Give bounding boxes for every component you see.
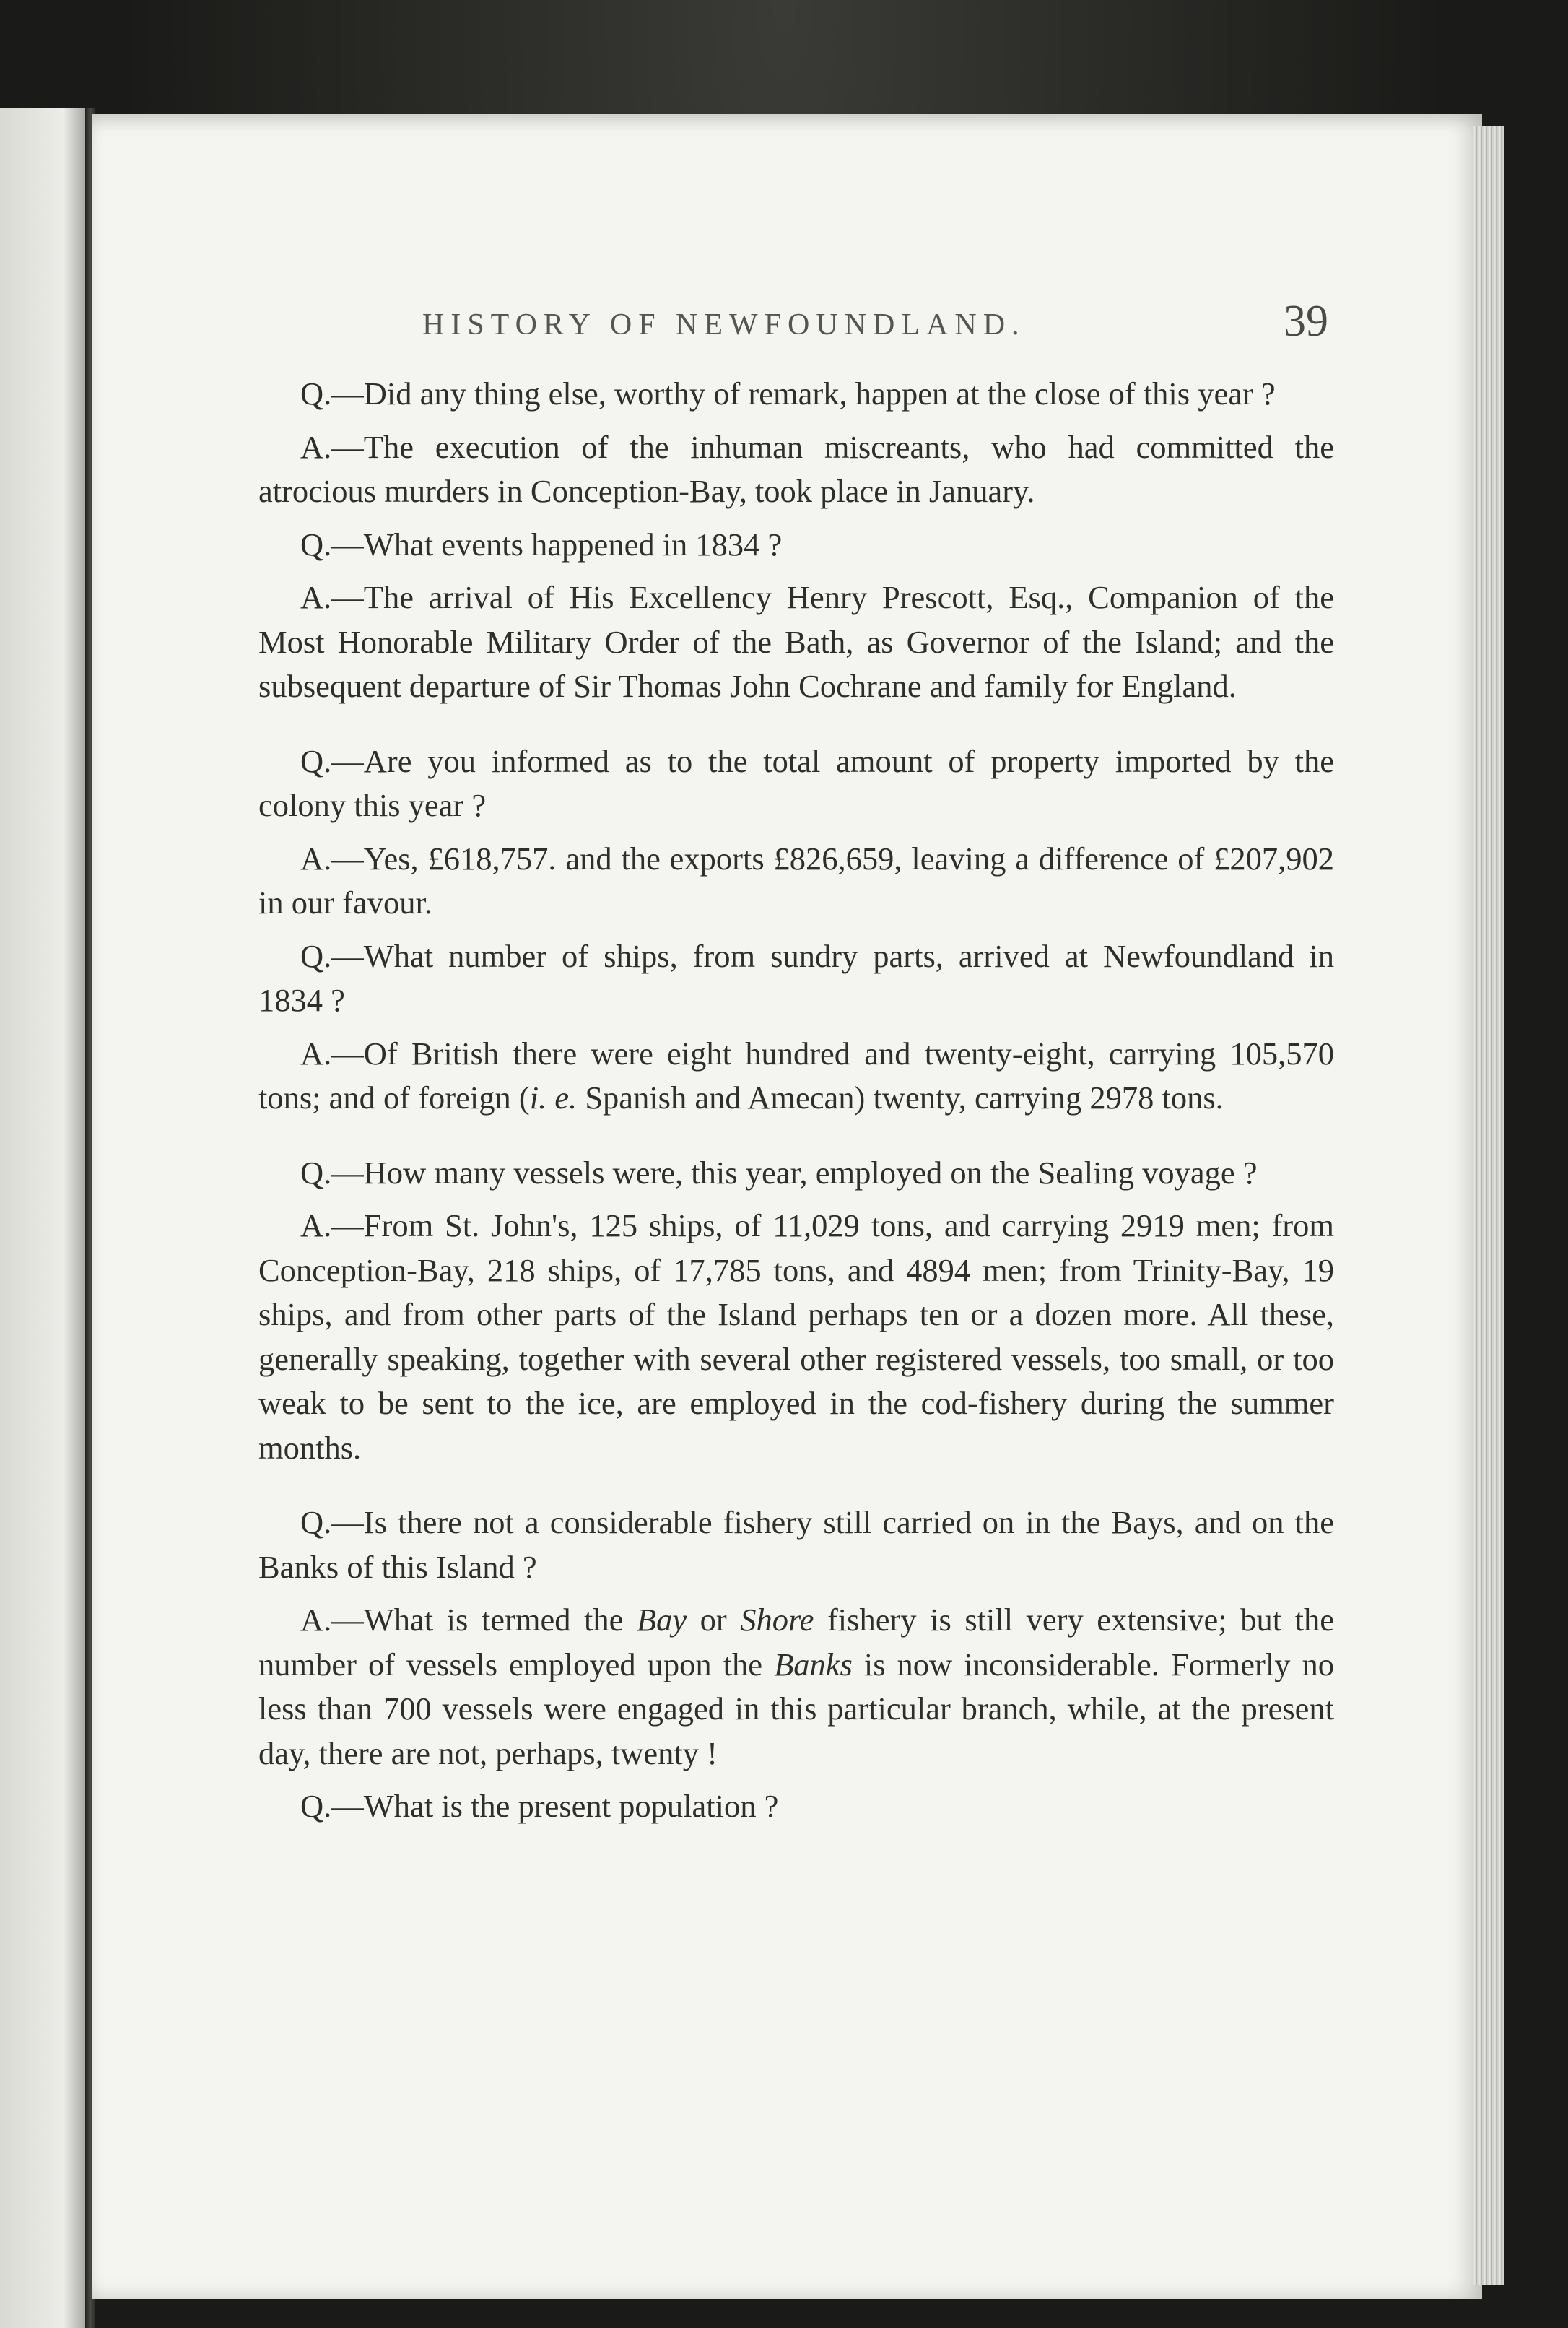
answer-text: or <box>687 1602 741 1638</box>
answer-text: is now inconsiderable. Formerly no less than 700 vessels were engaged in this particular branch, while, at the present day, there are not, perhaps, twenty ! <box>258 1646 1334 1771</box>
italic-text: Banks <box>774 1646 853 1682</box>
answer-paragraph <box>258 1598 1334 1776</box>
answer-paragraph: A.—From St. John's, 125 ships, of 11,029 tons, and carrying 2919 men; from Conception-Bay, 218 ships, of 17,785 tons, and 4894 men; from Trinity-Bay, 19 ships, and from other parts of the Island perhaps ten or a dozen more. All these, generally speaking, together with several other registered vessels, too small, or too weak to be sent to the ice, are employed in the cod-fishery during the summer months. <box>258 1207 1334 1466</box>
question-paragraph: Q.—Is there not a considerable fishery still carried on in the Bays, and on the Banks of this Island ? <box>258 1504 1334 1585</box>
answer-paragraph <box>258 1032 1334 1121</box>
answer-text: fishery is still very extensive; but the number of vessels employed upon the <box>258 1602 1334 1682</box>
answer-paragraph: A.—The execution of the inhuman miscreants, who had committed the atrocious murders in Conception-Bay, took place in January. <box>258 428 1334 509</box>
facing-page-edge <box>0 108 90 2328</box>
running-head: HISTORY OF NEWFOUNDLAND. <box>422 308 1026 342</box>
answer-paragraph: A.—Yes, £618,757. and the exports £826,659, leaving a difference of £207,902 in our favour. <box>258 840 1334 921</box>
question-paragraph: Q.—How many vessels were, this year, employed on the Sealing voyage ? <box>300 1154 1258 1191</box>
page-header <box>260 296 1328 347</box>
italic-text: i. e. <box>529 1080 578 1116</box>
body-text <box>258 372 1334 1829</box>
answer-text: A.—What is termed the <box>300 1602 637 1638</box>
page-stack-edge <box>1473 126 1504 2285</box>
page-number: 39 <box>1284 297 1328 346</box>
question-paragraph: Q.—Are you informed as to the total amount of property imported by the colony this year ? <box>258 742 1334 823</box>
answer-text: A.—Of British there were eight hundred and twenty-eight, carrying 105,570 tons; and of foreign ( <box>258 1035 1334 1116</box>
answer-paragraph: A.—The arrival of His Excellency Henry Prescott, Esq., Companion of the Most Honorable Military Order of the Bath, as Governor of the Island; and the subsequent departure of Sir Thomas John Cochrane and family for England. <box>258 579 1334 704</box>
question-paragraph: Q.—What number of ships, from sundry parts, arrived at Newfoundland in 1834 ? <box>258 937 1334 1018</box>
italic-text: Bay <box>636 1602 687 1638</box>
question-paragraph: Q.—What events happened in 1834 ? <box>300 526 783 563</box>
question-paragraph: Q.—Did any thing else, worthy of remark, happen at the close of this year ? <box>300 375 1276 412</box>
italic-text: Shore <box>740 1602 814 1638</box>
question-paragraph: Q.—What is the present population ? <box>300 1788 779 1824</box>
answer-text: Spanish and Amecan) twenty, carrying 2978 tons. <box>577 1080 1224 1116</box>
